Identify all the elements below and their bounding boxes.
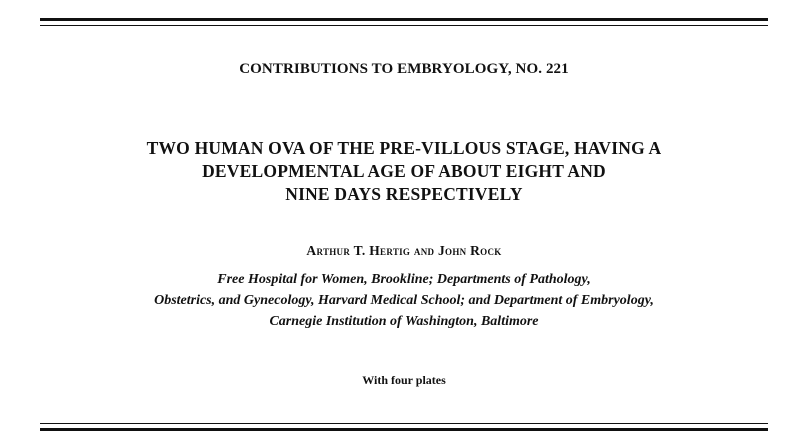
series-heading: CONTRIBUTIONS TO EMBRYOLOGY, NO. 221	[239, 61, 569, 77]
bottom-rule-thin	[40, 423, 768, 424]
plates-note: With four plates	[362, 373, 446, 387]
authors: Arthur T. Hertig and John Rock	[306, 243, 502, 258]
affiliation-line: Obstetrics, and Gynecology, Harvard Medical School; and Department of Embryology,	[154, 293, 654, 308]
top-rule-thick	[40, 18, 768, 21]
title-line: DEVELOPMENTAL AGE OF ABOUT EIGHT AND	[202, 161, 606, 181]
bottom-rule-thick	[40, 428, 768, 431]
affiliation-line: Free Hospital for Women, Brookline; Departments of Pathology,	[217, 272, 591, 287]
title-line: NINE DAYS RESPECTIVELY	[285, 184, 523, 204]
top-rule-thin	[40, 25, 768, 26]
title-line: TWO HUMAN OVA OF THE PRE-VILLOUS STAGE, HAVING A	[146, 138, 662, 158]
affiliation-line: Carnegie Institution of Washington, Baltimore	[269, 314, 539, 329]
